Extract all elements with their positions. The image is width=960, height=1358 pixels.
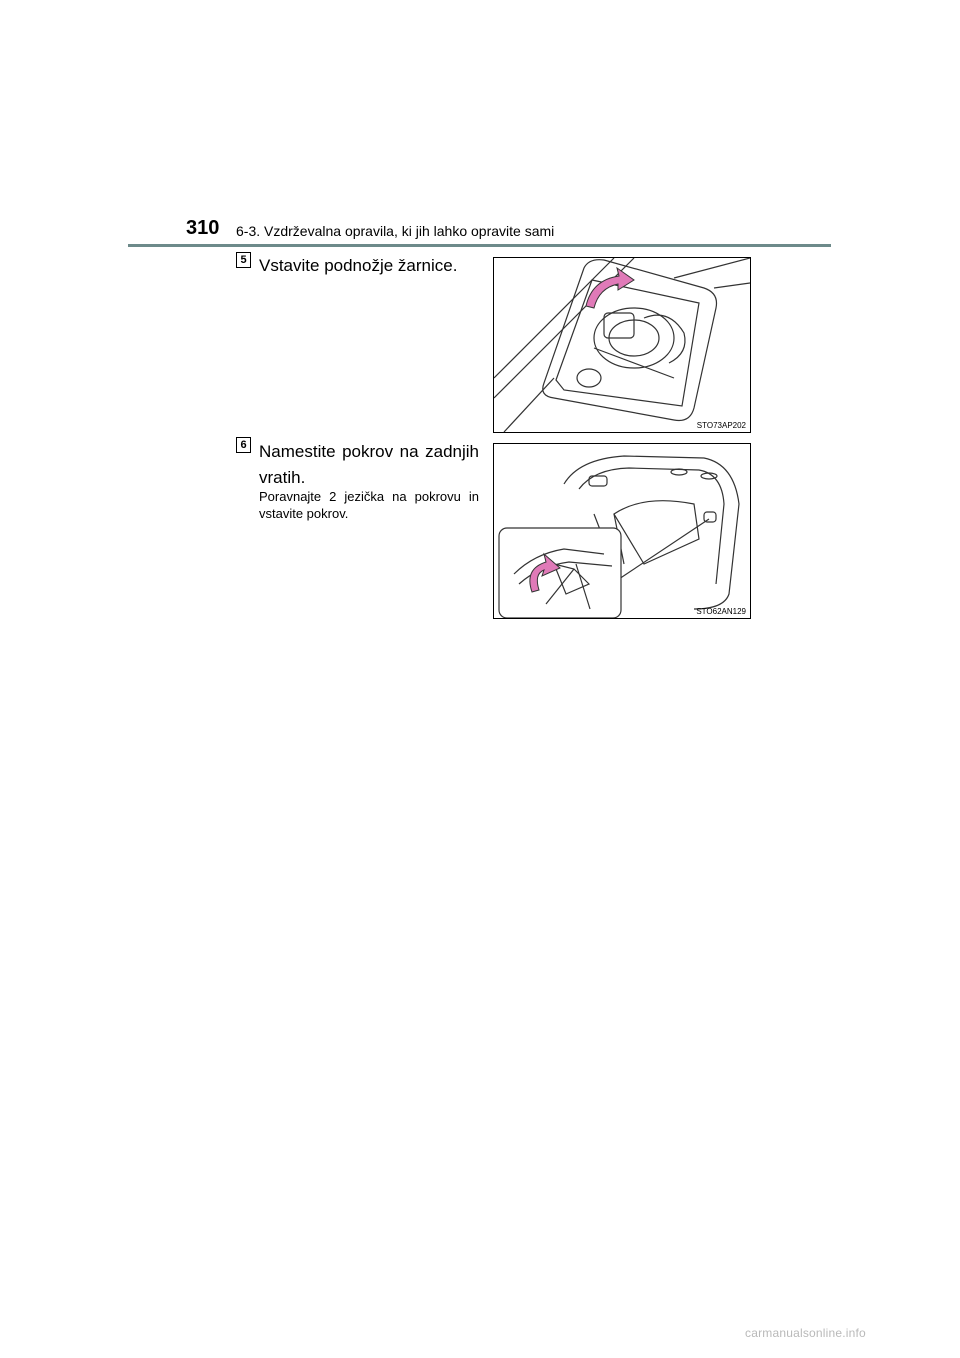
step-5-text: Vstavite podnožje žarnice. (259, 256, 458, 275)
watermark: carmanualsonline.info (745, 1326, 866, 1340)
header-rule (128, 244, 831, 247)
figure-code: STO73AP202 (696, 421, 746, 430)
step-6-badge: 6 (236, 437, 251, 453)
step-5-badge: 5 (236, 252, 251, 268)
tailgate-cover-illustration (494, 444, 750, 618)
step-6-text: Namestite pokrov na zadnjih vratih. (259, 442, 479, 487)
figure-code: STO62AN129 (696, 607, 746, 616)
bulb-socket-illustration (494, 258, 750, 432)
step-6-figure (493, 443, 751, 619)
step-5-figure (493, 257, 751, 433)
page-number: 310 (186, 217, 220, 239)
section-title: 6-3. Vzdrževalna opravila, ki jih lahko opravite sami (236, 223, 555, 239)
step-6-subtext: Poravnajte 2 jezička na pokrovu in vstavite pokrov. (259, 489, 479, 521)
